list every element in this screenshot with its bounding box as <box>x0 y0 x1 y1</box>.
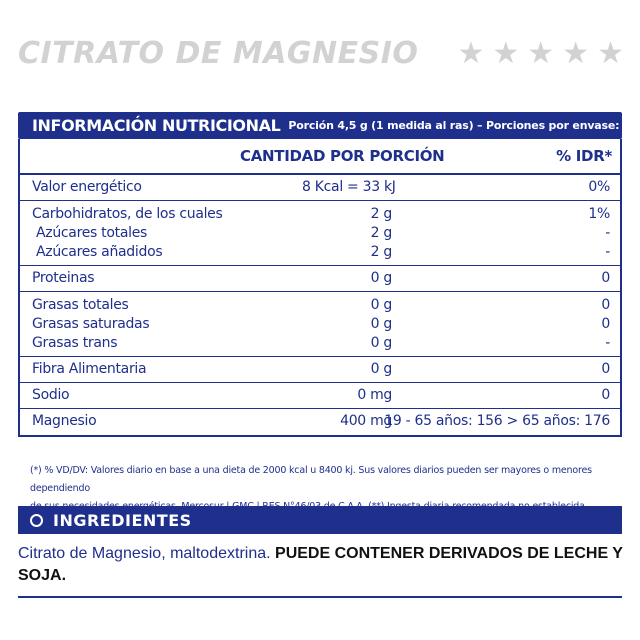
nutrient-idr: 19 - 65 años: 156 > 65 años: 176 <box>384 413 610 429</box>
ingredients-text <box>18 543 624 587</box>
rating-stars <box>457 36 624 72</box>
nutrient-idr: 0 <box>601 316 610 332</box>
star-icon: ★ <box>562 36 590 71</box>
nutrient-idr: 1% <box>588 206 610 222</box>
table-row <box>20 412 620 431</box>
circle-icon <box>30 514 43 527</box>
nutrient-idr: 0 <box>601 387 610 403</box>
nutrient-amount: 0 g <box>370 297 392 313</box>
nutrient-group <box>20 266 620 292</box>
nutrient-amount: 0 g <box>370 316 392 332</box>
nutrient-name: Sodio <box>32 387 70 403</box>
nutrient-group <box>20 175 620 201</box>
table-row <box>20 224 620 243</box>
star-icon: ★ <box>527 36 555 71</box>
nutrient-name: Grasas totales <box>32 297 129 313</box>
nutrient-idr: - <box>605 335 610 351</box>
divider <box>18 596 622 598</box>
table-row <box>20 386 620 405</box>
table-row <box>20 269 620 288</box>
nutrient-group <box>20 383 620 409</box>
nutrient-name: Grasas saturadas <box>32 316 150 332</box>
nutrient-idr: 0% <box>588 179 610 195</box>
table-row <box>20 296 620 315</box>
ingredients-title: INGREDIENTES <box>53 510 192 530</box>
nutrient-amount: 400 mg <box>340 413 392 429</box>
nutrient-amount: 0 g <box>370 335 392 351</box>
star-icon: ★ <box>492 36 520 71</box>
nutrient-group <box>20 292 620 357</box>
portion-info: Porción 4,5 g (1 medida al ras) – Porciones por envase: 66 <box>288 119 638 132</box>
nutrient-amount: 0 mg <box>357 387 392 403</box>
nutrient-name: Valor energético <box>32 179 142 195</box>
nutrient-amount: 0 g <box>370 270 392 286</box>
nutrient-idr: - <box>605 244 610 260</box>
table-row <box>20 205 620 224</box>
nutrient-amount: 2 g <box>370 225 392 241</box>
nutrient-group <box>20 409 620 435</box>
nutrient-name: Magnesio <box>32 413 97 429</box>
nutrient-name: Azúcares añadidos <box>36 244 163 260</box>
nutrient-group <box>20 201 620 266</box>
nutrient-idr: - <box>605 225 610 241</box>
nutrient-group <box>20 357 620 383</box>
nutrient-amount: 0 g <box>370 361 392 377</box>
table-row <box>20 315 620 334</box>
nutrient-name: Azúcares totales <box>36 225 148 241</box>
footnote-line: (*) % VD/DV: Valores diario en base a una dieta de 2000 kcal u 8400 kj. Sus valores diarios pueden ser mayores o menores dependiendo <box>30 465 592 494</box>
table-row <box>20 360 620 379</box>
table-row <box>20 334 620 353</box>
nutrient-idr: 0 <box>601 270 610 286</box>
column-amount-header: CANTIDAD POR PORCIÓN <box>240 147 445 165</box>
nutrient-amount: 2 g <box>370 206 392 222</box>
column-idr-header: % IDR* <box>556 147 612 165</box>
product-title: CITRATO DE MAGNESIO <box>18 36 419 71</box>
column-headers <box>20 139 620 175</box>
nutrient-idr: 0 <box>601 361 610 377</box>
nutrient-amount: 8 Kcal = 33 kJ <box>302 179 396 195</box>
ingredients-header <box>18 506 622 534</box>
nutrient-idr: 0 <box>601 297 610 313</box>
nutrition-header <box>18 112 638 139</box>
star-icon: ★ <box>597 36 624 71</box>
star-icon: ★ <box>457 36 485 71</box>
allergen-warning: PUEDE CONTENER DERIVADOS DE LECHE Y SOJA. <box>18 545 623 584</box>
ingredients-list: Citrato de Magnesio, maltodextrina. <box>18 545 271 562</box>
nutrition-title: INFORMACIÓN NUTRICIONAL <box>32 116 281 135</box>
nutrient-amount: 2 g <box>370 244 392 260</box>
nutrient-name: Grasas trans <box>32 335 118 351</box>
nutrition-table <box>18 139 622 437</box>
table-row <box>20 178 620 197</box>
nutrient-name: Proteinas <box>32 270 95 286</box>
nutrient-name: Carbohidratos, de los cuales <box>32 206 223 222</box>
table-row <box>20 243 620 262</box>
nutrient-name: Fibra Alimentaria <box>32 361 147 377</box>
